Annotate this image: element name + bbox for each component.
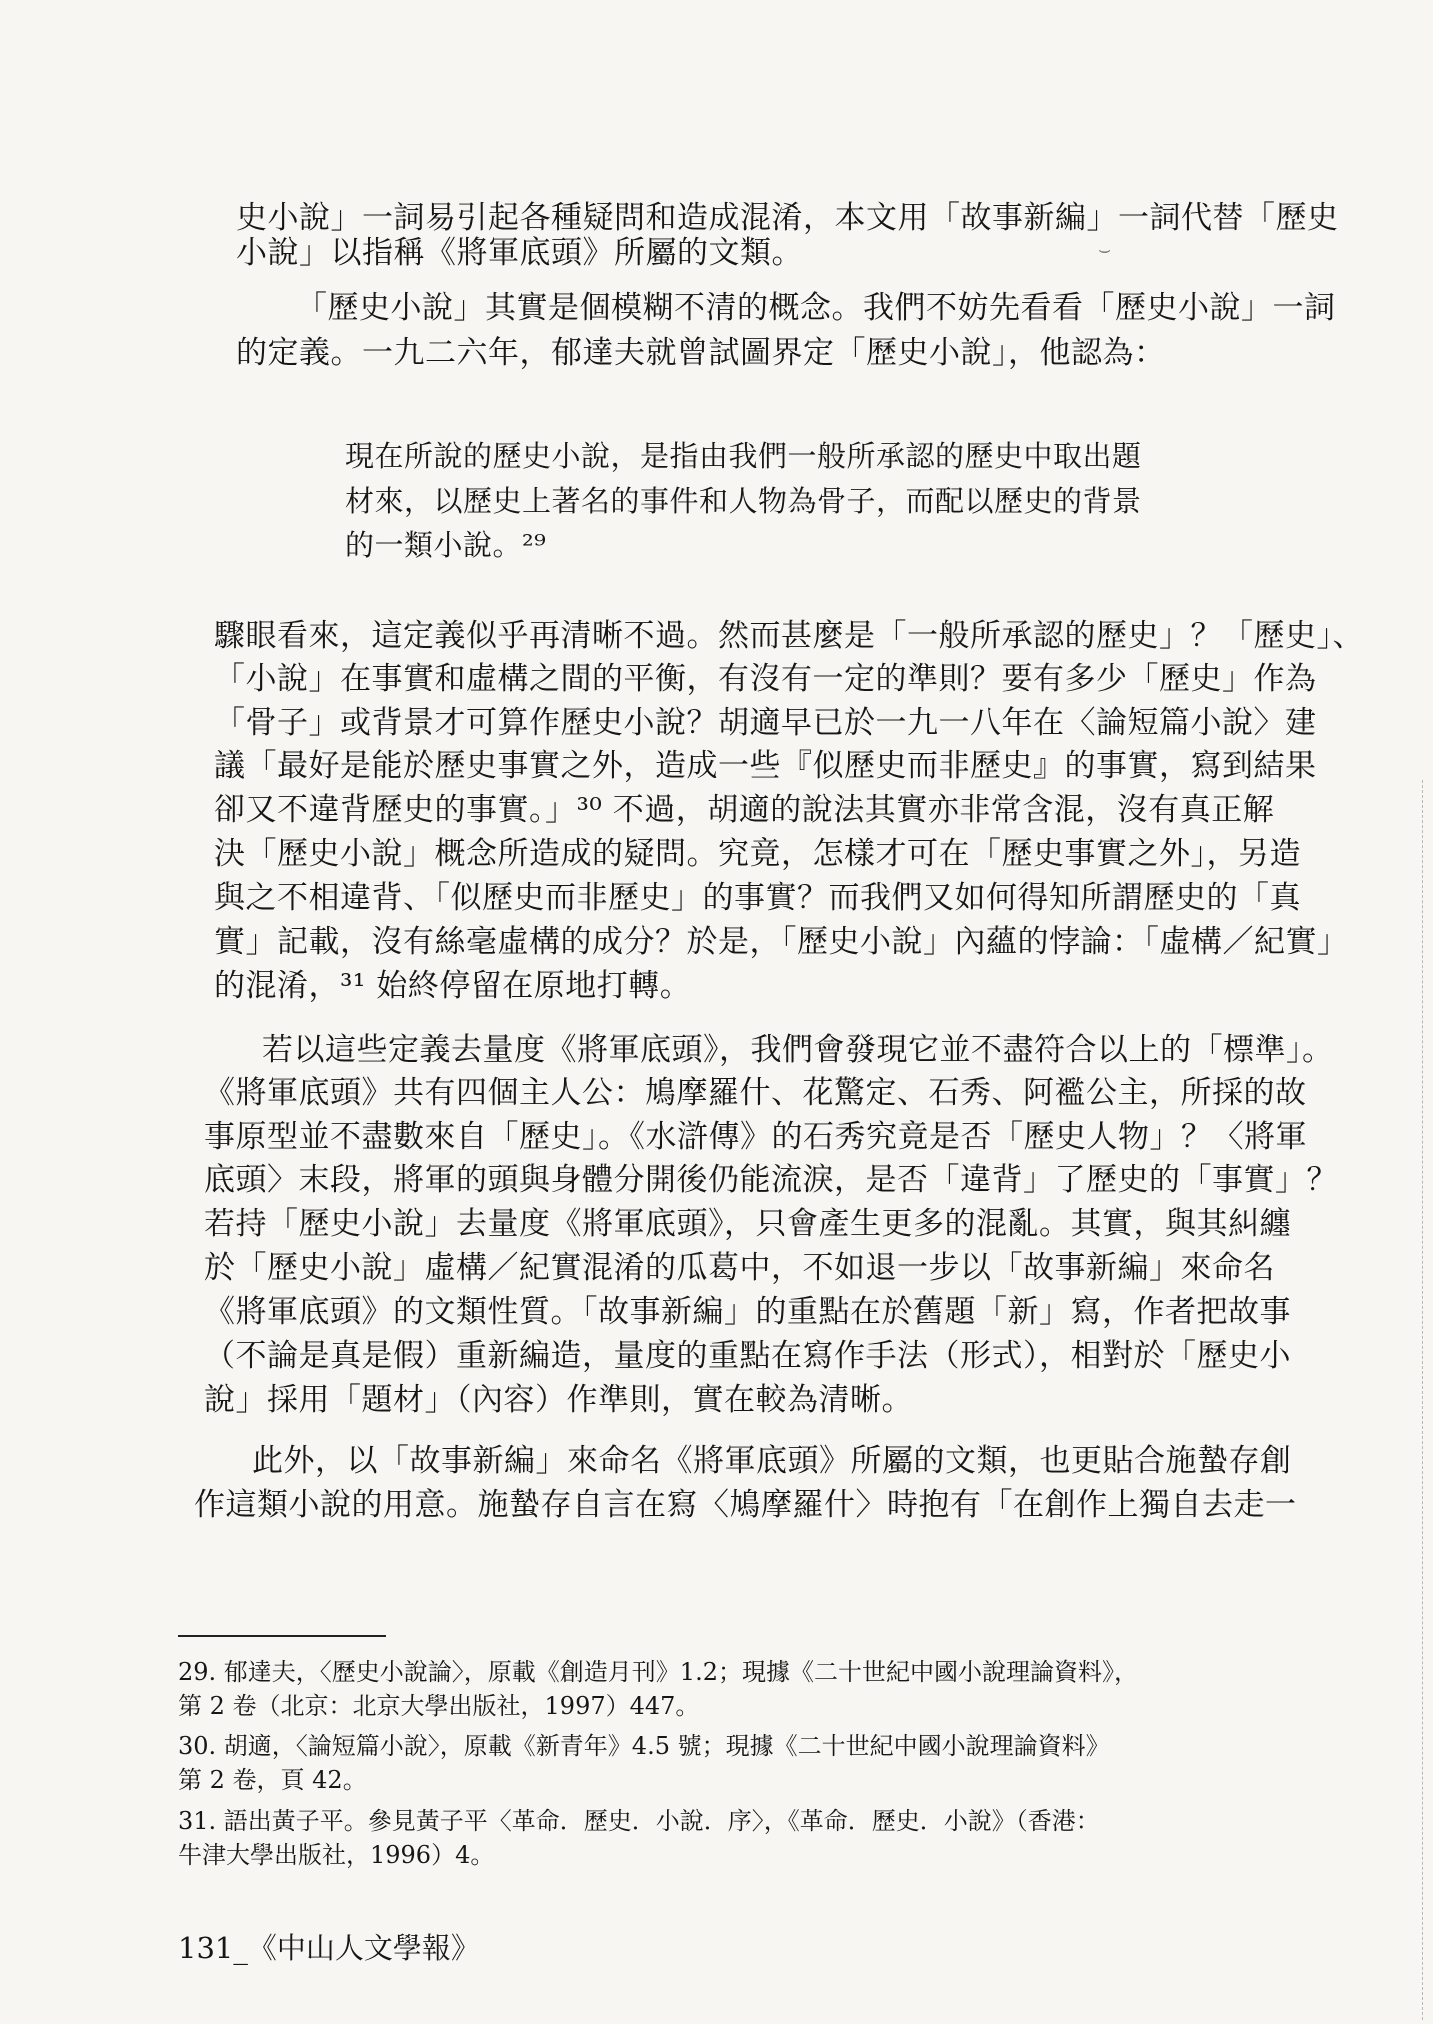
block-quote-line: 材來，以歷史上著名的事件和人物為骨子，而配以歷史的背景 <box>345 484 1142 518</box>
body-line: 事原型並不盡數來自「歷史」。《水滸傳》的石秀究竟是否「歷史人物」？〈將軍 <box>204 1119 1307 1155</box>
body-line: 「骨子」或背景才可算作歷史小說？胡適早已於一九一八年在〈論短篇小說〉建 <box>214 705 1317 741</box>
scan-mark: ⌣ <box>1098 237 1112 261</box>
footnote-line: 牛津大學出版社，1996）4。 <box>178 1841 495 1869</box>
body-line: 卻又不違背歷史的事實。」³⁰ 不過，胡適的說法其實亦非常含混，沒有真正解 <box>214 792 1275 828</box>
body-line: 的混淆，³¹ 始終停留在原地打轉。 <box>214 968 692 1004</box>
block-quote-line: 現在所說的歷史小說，是指由我們一般所承認的歷史中取出題 <box>345 439 1142 473</box>
body-line: 議「最好是能於歷史事實之外，造成一些『似歷史而非歷史』的事實，寫到結果 <box>214 748 1317 784</box>
body-line: 決「歷史小說」概念所造成的疑問。究竟，怎樣才可在「歷史事實之外」，另造 <box>214 836 1301 872</box>
body-line: 作這類小說的用意。施蟄存自言在寫〈鳩摩羅什〉時抱有「在創作上獨自去走一 <box>194 1487 1297 1523</box>
body-line: 驟眼看來，這定義似乎再清晰不過。然而甚麼是「一般所承認的歷史」？「歷史」、 <box>214 618 1364 654</box>
body-line: 底頭〉末段，將軍的頭與身體分開後仍能流淚，是否「違背」了歷史的「事實」？ <box>204 1162 1338 1198</box>
body-line: 於「歷史小說」虛構／紀實混淆的瓜葛中，不如退一步以「故事新編」來命名 <box>204 1250 1275 1286</box>
body-line: 此外，以「故事新編」來命名《將軍底頭》所屬的文類，也更貼合施蟄存創 <box>252 1443 1292 1479</box>
body-line: 的定義。一九二六年，郁達夫就曾試圖界定「歷史小說」，他認為： <box>236 335 1166 371</box>
body-line: 「小說」在事實和虛構之間的平衡，有沒有一定的準則？要有多少「歷史」作為 <box>214 661 1317 697</box>
body-line: 說」採用「題材」（內容）作準則，實在較為清晰。 <box>204 1382 913 1418</box>
block-quote-line: 的一類小說。²⁹ <box>345 528 547 562</box>
page-footer: 131_《中山人文學報》 <box>178 1931 480 1965</box>
body-line: 若以這些定義去量度《將軍底頭》，我們會發現它並不盡符合以上的「標準」。 <box>262 1032 1334 1068</box>
body-line: 小說」以指稱《將軍底頭》所屬的文類。 <box>236 235 803 271</box>
footnote-separator <box>178 1635 386 1637</box>
body-line: （不論是真是假）重新編造，量度的重點在寫作手法（形式），相對於「歷史小 <box>204 1338 1291 1374</box>
body-line: 史小說」一詞易引起各種疑問和造成混淆，本文用「故事新編」一詞代替「歷史 <box>236 200 1339 236</box>
footnote-line: 第 2 卷（北京：北京大學出版社，1997）447。 <box>178 1692 700 1720</box>
footnote-line: 31. 語出黃子平。參見黃子平〈革命．歷史．小說．序〉，《革命．歷史．小說》（香港： <box>178 1807 1100 1835</box>
body-line: 實」記載，沒有絲毫虛構的成分？於是，「歷史小說」內蘊的悖論：「虛構／紀實」 <box>214 924 1349 960</box>
body-line: 「歷史小說」其實是個模糊不清的概念。我們不妨先看看「歷史小說」一詞 <box>296 290 1336 326</box>
scan-edge-mark <box>1422 780 1423 2020</box>
footnote-line: 29. 郁達夫，〈歷史小說論〉，原載《創造月刊》1.2；現據《二十世紀中國小說理論資料》， <box>178 1658 1138 1686</box>
body-line: 與之不相違背、「似歷史而非歷史」的事實？而我們又如何得知所謂歷史的「真 <box>214 880 1301 916</box>
body-line: 《將軍底頭》的文類性質。「故事新編」的重點在於舊題「新」寫，作者把故事 <box>204 1294 1291 1330</box>
body-line: 若持「歷史小說」去量度《將軍底頭》，只會產生更多的混亂。其實，與其糾纏 <box>204 1206 1291 1242</box>
footnote-line: 第 2 卷，頁 42。 <box>178 1766 367 1794</box>
body-line: 《將軍底頭》共有四個主人公：鳩摩羅什、花驚定、石秀、阿襤公主，所採的故 <box>204 1075 1307 1111</box>
footnote-line: 30. 胡適，〈論短篇小說〉，原載《新青年》4.5 號；現據《二十世紀中國小說理論資料》 <box>178 1732 1110 1760</box>
